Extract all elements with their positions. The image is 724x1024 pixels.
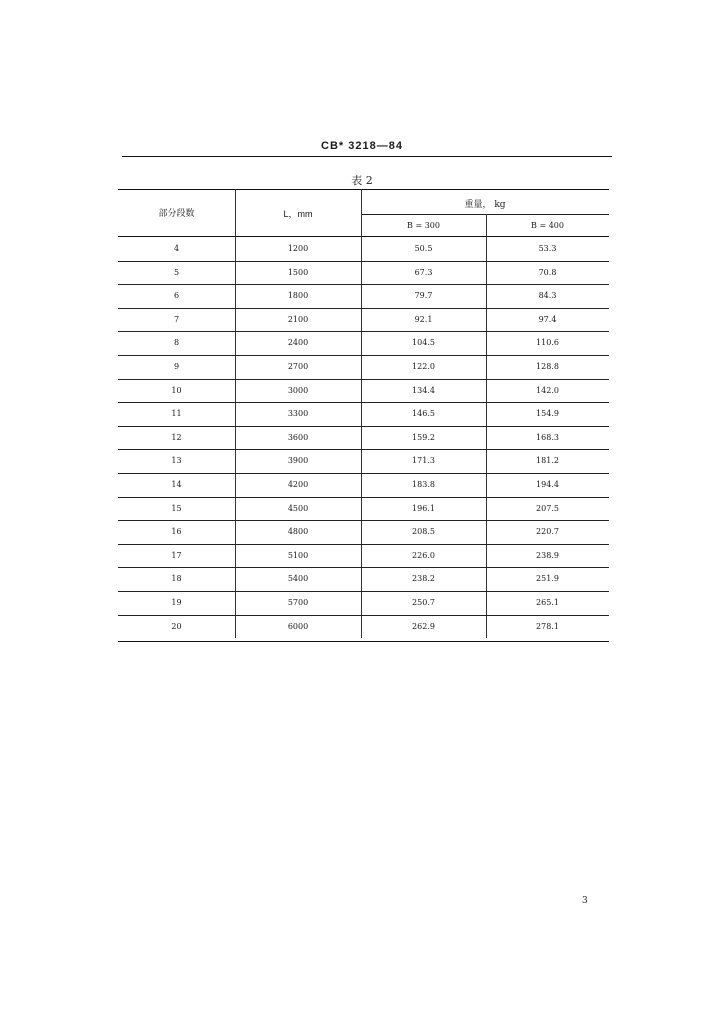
cell-section-count: 15 xyxy=(171,503,182,513)
row-divider xyxy=(118,261,609,262)
cell-weight-b300: 67.3 xyxy=(414,267,433,277)
cell-length: 3600 xyxy=(287,432,309,442)
cell-weight-b400: 154.9 xyxy=(536,409,559,419)
cell-weight-b300: 104.5 xyxy=(412,338,435,348)
row-divider xyxy=(118,402,609,403)
row-divider xyxy=(118,284,609,285)
row-divider xyxy=(118,449,609,450)
cell-weight-b400: 70.8 xyxy=(538,267,557,277)
cell-section-count: 10 xyxy=(171,385,182,395)
cell-length: 6000 xyxy=(287,621,309,631)
cell-weight-b400: 238.9 xyxy=(536,550,559,560)
row-divider xyxy=(118,567,609,568)
cell-length: 5100 xyxy=(287,550,309,560)
cell-length: 2100 xyxy=(287,314,309,324)
row-divider xyxy=(118,497,609,498)
row-divider xyxy=(118,520,609,521)
header-length: L，mm xyxy=(283,209,313,219)
table-title: 表 2 xyxy=(351,174,373,187)
cell-weight-b400: 265.1 xyxy=(536,598,559,607)
cell-weight-b300: 183.8 xyxy=(412,480,435,489)
cell-length: 3000 xyxy=(287,385,309,395)
cell-weight-b300: 134.4 xyxy=(412,385,435,395)
cell-weight-b400: 142.0 xyxy=(536,385,559,395)
cell-weight-b300: 79.7 xyxy=(414,291,433,301)
cell-section-count: 12 xyxy=(171,432,182,442)
header-bottom-rule xyxy=(118,236,609,237)
cell-length: 5700 xyxy=(287,598,309,607)
cell-weight-b300: 208.5 xyxy=(412,527,435,537)
cell-length: 4500 xyxy=(287,503,309,513)
cell-weight-b300: 159.2 xyxy=(412,432,435,442)
header-section-count: 部分段数 xyxy=(158,209,195,219)
cell-weight-b300: 262.9 xyxy=(412,621,435,631)
header-weight: 重量， kg xyxy=(464,200,506,210)
table-bottom-rule xyxy=(118,641,609,642)
cell-weight-b300: 196.1 xyxy=(412,503,435,513)
cell-section-count: 11 xyxy=(171,409,182,419)
cell-section-count: 19 xyxy=(171,598,182,607)
cell-length: 1200 xyxy=(287,244,309,253)
cell-section-count: 13 xyxy=(171,456,182,466)
cell-section-count: 5 xyxy=(173,267,180,277)
standard-code: CB* 3218—84 xyxy=(321,140,403,152)
cell-section-count: 4 xyxy=(173,244,180,253)
row-divider xyxy=(118,379,609,380)
cell-length: 4800 xyxy=(287,527,309,537)
cell-weight-b300: 122.0 xyxy=(412,362,435,371)
row-divider xyxy=(118,473,609,474)
row-divider xyxy=(118,308,609,309)
cell-weight-b300: 250.7 xyxy=(412,598,435,607)
cell-weight-b400: 97.4 xyxy=(538,314,557,324)
cell-weight-b400: 278.1 xyxy=(536,621,559,631)
header-rule xyxy=(122,156,612,157)
cell-section-count: 16 xyxy=(171,527,182,537)
cell-weight-b300: 238.2 xyxy=(412,574,435,584)
header-b400: B = 400 xyxy=(531,221,564,230)
cell-weight-b400: 207.5 xyxy=(536,503,559,513)
cell-weight-b400: 251.9 xyxy=(536,574,559,584)
cell-weight-b400: 84.3 xyxy=(538,291,557,301)
cell-section-count: 17 xyxy=(171,550,182,560)
row-divider xyxy=(118,426,609,427)
row-divider xyxy=(118,591,609,592)
cell-weight-b400: 168.3 xyxy=(536,432,559,442)
table-top-rule xyxy=(118,189,609,190)
page-number: 3 xyxy=(582,896,588,906)
cell-length: 2700 xyxy=(287,362,309,371)
cell-weight-b400: 53.3 xyxy=(538,244,557,253)
cell-length: 3300 xyxy=(287,409,309,419)
row-divider xyxy=(118,355,609,356)
cell-section-count: 7 xyxy=(173,314,180,324)
header-b300: B = 300 xyxy=(407,221,440,230)
row-divider xyxy=(118,544,609,545)
cell-section-count: 9 xyxy=(173,362,180,371)
cell-section-count: 6 xyxy=(173,291,180,301)
cell-length: 1500 xyxy=(287,267,309,277)
cell-length: 1800 xyxy=(287,291,309,301)
cell-length: 5400 xyxy=(287,574,309,584)
cell-length: 4200 xyxy=(287,480,309,489)
cell-section-count: 8 xyxy=(173,338,180,348)
weight-subheader-rule xyxy=(361,214,609,215)
cell-length: 2400 xyxy=(287,338,309,348)
cell-section-count: 18 xyxy=(171,574,182,584)
cell-section-count: 14 xyxy=(171,480,182,489)
cell-weight-b400: 128.8 xyxy=(536,362,559,371)
cell-weight-b300: 146.5 xyxy=(412,409,435,419)
cell-section-count: 20 xyxy=(171,621,182,631)
row-divider xyxy=(118,615,609,616)
row-divider xyxy=(118,331,609,332)
cell-weight-b400: 220.7 xyxy=(536,527,559,537)
cell-weight-b300: 171.3 xyxy=(412,456,435,466)
cell-weight-b400: 181.2 xyxy=(536,456,559,466)
cell-weight-b300: 226.0 xyxy=(412,550,435,560)
cell-length: 3900 xyxy=(287,456,309,466)
cell-weight-b300: 92.1 xyxy=(414,314,433,324)
cell-weight-b400: 194.4 xyxy=(536,480,559,489)
cell-weight-b300: 50.5 xyxy=(414,244,433,253)
cell-weight-b400: 110.6 xyxy=(536,338,559,348)
